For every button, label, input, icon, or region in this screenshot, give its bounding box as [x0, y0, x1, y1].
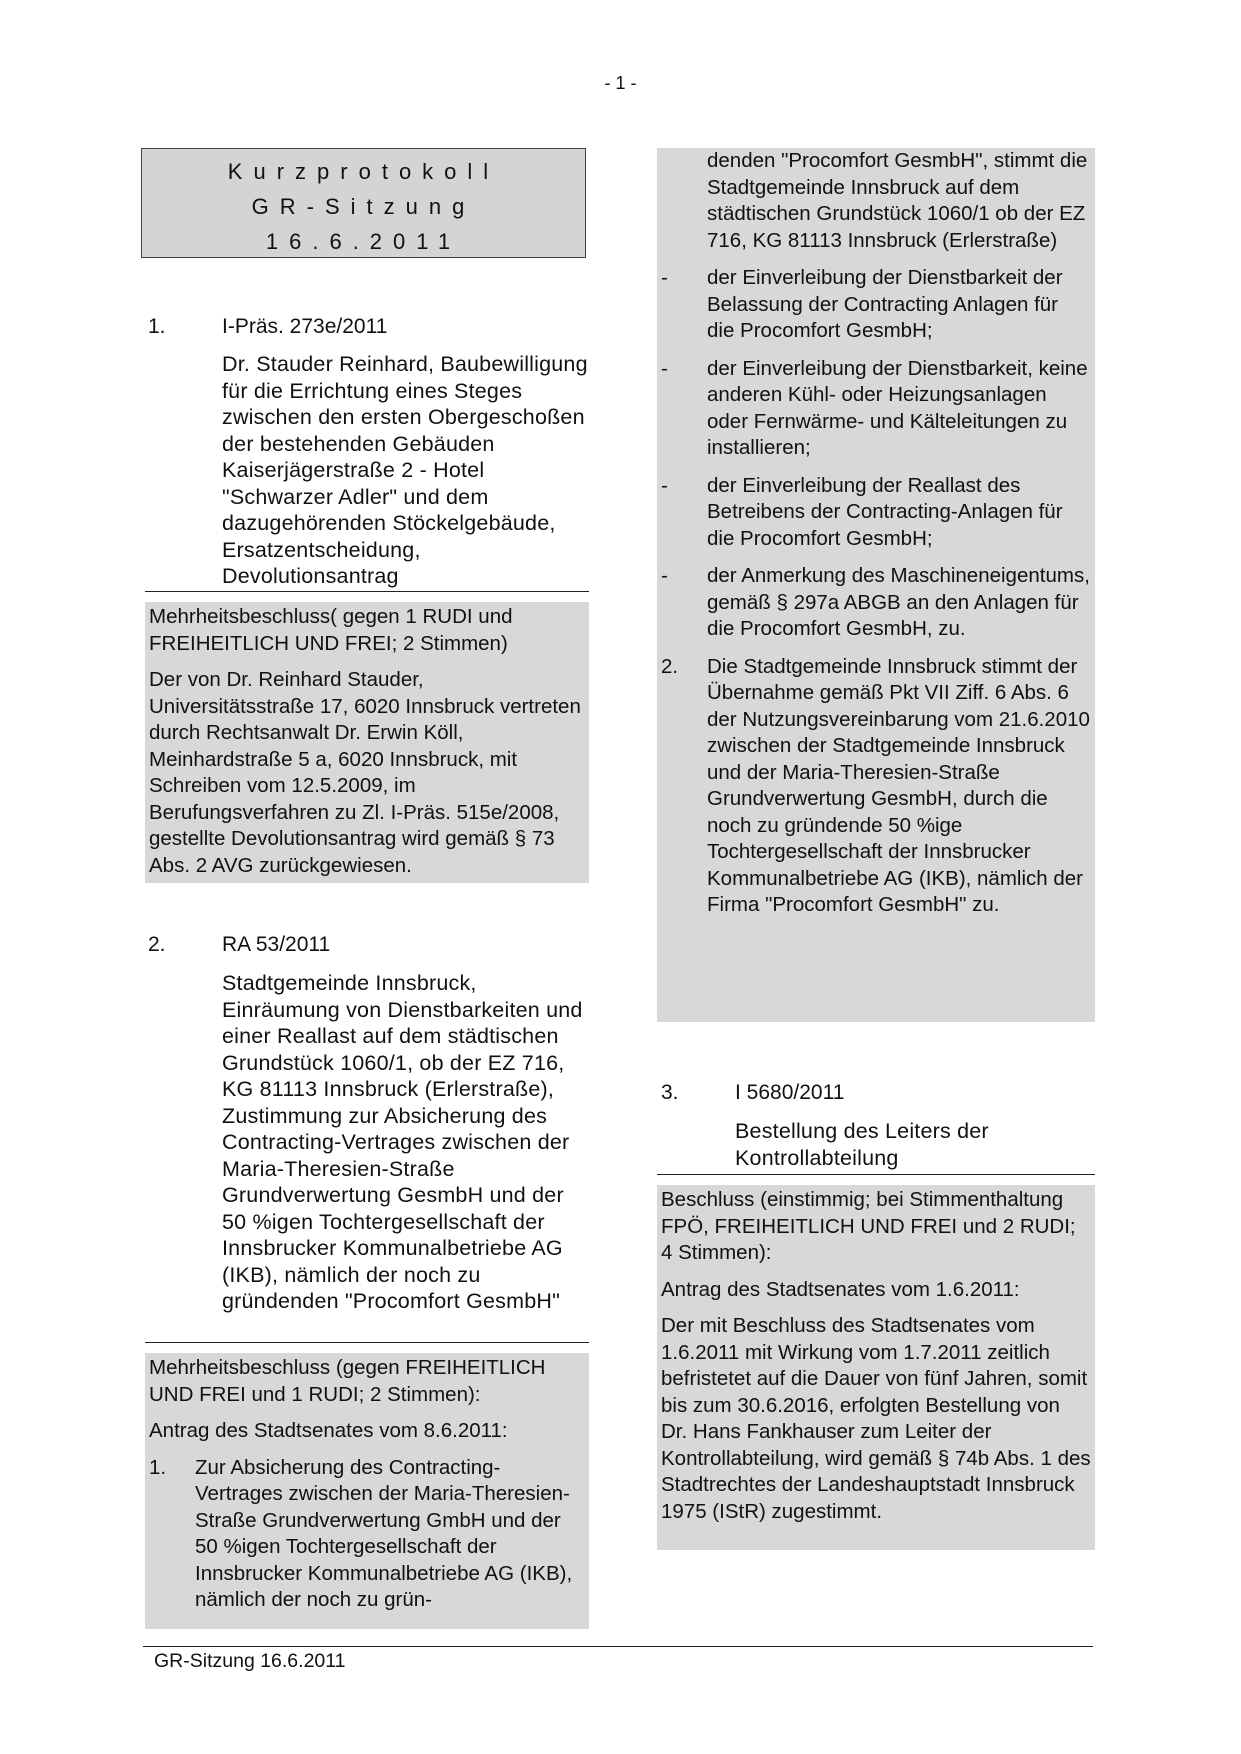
item-2-dash-item [661, 473, 1091, 553]
item-3-resolution: Beschluss (einstimmig; bei Stimmenthaltung FPÖ, FREIHEITLICH UND FREI und 2 RUDI; 4 Stimmen): [661, 1188, 1076, 1264]
dash-bullet: - [661, 266, 668, 289]
title-line-3: 16.6.2011 [265, 229, 462, 254]
item-2-divider [145, 1342, 589, 1343]
item-2-dash-item [661, 563, 1091, 643]
title-line-2: GR-Sitzung [251, 194, 476, 219]
item-2-point-1-continued: denden "Procomfort GesmbH", stimmt die Stadtgemeinde Innsbruck auf dem städtischen Grundstück 1060/1 ob der EZ 716, KG 81113 Innsbruck (Erlerstraße) [707, 149, 1088, 252]
page-number: - 1 - [604, 73, 637, 93]
footer-text: GR-Sitzung 16.6.2011 [154, 1650, 346, 1672]
item-2-point-1 [149, 1455, 585, 1614]
item-1-reference: I-Präs. 273e/2011 [222, 315, 388, 338]
item-2-dash-item [661, 356, 1091, 462]
item-1-description: Dr. Stauder Reinhard, Baubewilligung für die Errichtung eines Steges zwischen den ersten Obergeschoßen der bestehenden Gebäuden Kaiserjägerstraße 2 - Hotel "Schwarzer Adler" und dem dazugehörenden Stöckelgebäude, Ersatzentscheidung, Devolutionsantrag [222, 352, 588, 588]
dash-bullet: - [661, 356, 668, 380]
item-3-resolution-block [657, 1185, 1095, 1550]
item-3-divider [657, 1174, 1095, 1175]
item-2-resolution-block-right [657, 148, 1095, 1022]
dash-bullet: - [661, 473, 668, 497]
item-2-point-1-label: 1. [149, 1455, 167, 1479]
item-2-dash-item [661, 265, 1091, 345]
item-2-point-2-text: Die Stadtgemeinde Innsbruck stimmt der Übernahme gemäß Pkt VII Ziff. 6 Abs. 6 der Nutzungsvereinbarung vom 21.6.2010 zwischen der Stadtgemeinde Innsbruck und der Maria-Theresien-Straße Grundverwertung GesmbH, durch die noch zu gründende 50 %ige Tochtergesellschaft der Innsbrucker Kommunalbetriebe AG (IKB), nämlich der Firma "Procomfort GesmbH" zu. [707, 654, 1090, 916]
item-2-motion: Antrag des Stadtsenates vom 8.6.2011: [149, 1419, 508, 1442]
item-2-point-2 [661, 654, 1091, 919]
title-box [141, 148, 586, 258]
item-1-decision: Der von Dr. Reinhard Stauder, Universitätsstraße 17, 6020 Innsbruck vertreten durch Rechtsanwalt Dr. Erwin Köll, Meinhardstraße 5 a, 6020 Innsbruck, mit Schreiben vom 12.5.2009, im Berufungsverfahren zu Zl. I-Präs. 515e/2008, gestellte Devolutionsantrag wird gemäß § 73 Abs. 2 AVG zurückgewiesen. [149, 668, 581, 877]
dash-item-text: der Einverleibung der Dienstbarkeit der Belassung der Contracting Anlagen für die Procomfort GesmbH; [707, 266, 1063, 342]
title-line-1: Kurzprotokoll [227, 159, 500, 184]
item-1-divider [145, 591, 589, 592]
item-2-point-1-text: Zur Absicherung des Contracting-Vertrages zwischen der Maria-Theresien-Straße Grundverwertung GmbH und der 50 %igen Tochtergesellschaft der Innsbrucker Kommunalbetriebe AG (IKB), nämlich der noch zu grün- [195, 1455, 573, 1611]
dash-item-text: der Anmerkung des Maschineneigentums, gemäß § 297a ABGB an den Anlagen für die Procomfort GesmbH, zu. [707, 564, 1090, 640]
item-2-reference: RA 53/2011 [222, 933, 331, 956]
dash-item-text: der Einverleibung der Dienstbarkeit, keine anderen Kühl- oder Heizungsanlagen oder Fernwärme- und Kälteleitungen zu installieren; [707, 356, 1088, 459]
dash-bullet: - [661, 564, 668, 587]
item-3-description: Bestellung des Leiters der Kontrollabteilung [735, 1119, 989, 1170]
item-3-number: 3. [661, 1081, 679, 1104]
footer-divider [143, 1646, 1093, 1647]
item-3-motion: Antrag des Stadtsenates vom 1.6.2011: [661, 1277, 1020, 1301]
item-3-decision: Der mit Beschluss des Stadtsenates vom 1.6.2011 mit Wirkung vom 1.7.2011 zeitlich befristetet auf die Dauer von fünf Jahren, somit bis zum 30.6.2016, erfolgten Bestellung von Dr. Hans Fankhauser zum Leiter der Kontrollabteilung, wird gemäß § 74b Abs. 1 des Stadtrechtes der Landeshauptstadt Innsbruck 1975 (IStR) zugestimmt. [661, 1314, 1091, 1523]
item-1-number: 1. [148, 315, 166, 338]
item-2-description: Stadtgemeinde Innsbruck, Einräumung von Dienstbarkeiten und einer Reallast auf dem städtischen Grundstück 1060/1, ob der EZ 716, KG 81113 Innsbruck (Erlerstraße), Zustimmung zur Absicherung des Contracting-Vertrages zwischen der Maria-Theresien-Straße Grundverwertung GesmbH und der 50 %igen Tochtergesellschaft der Innsbrucker Kommunalbetriebe AG (IKB), nämlich der noch zu gründenden "Procomfort GesmbH" [222, 971, 583, 1313]
item-3-reference: I 5680/2011 [735, 1081, 845, 1104]
item-1-resolution-block [145, 602, 589, 883]
item-1-resolution: Mehrheitsbeschluss( gegen 1 RUDI und FREIHEITLICH UND FREI; 2 Stimmen) [149, 605, 513, 655]
item-2-resolution: Mehrheitsbeschluss (gegen FREIHEITLICH UND FREI und 1 RUDI; 2 Stimmen): [149, 1356, 546, 1406]
item-2-resolution-block-left [145, 1353, 589, 1629]
item-2-point-2-label: 2. [661, 654, 679, 678]
item-2-number: 2. [148, 933, 166, 956]
dash-item-text: der Einverleibung der Reallast des Betreibens der Contracting-Anlagen für die Procomfort GesmbH; [707, 473, 1063, 550]
